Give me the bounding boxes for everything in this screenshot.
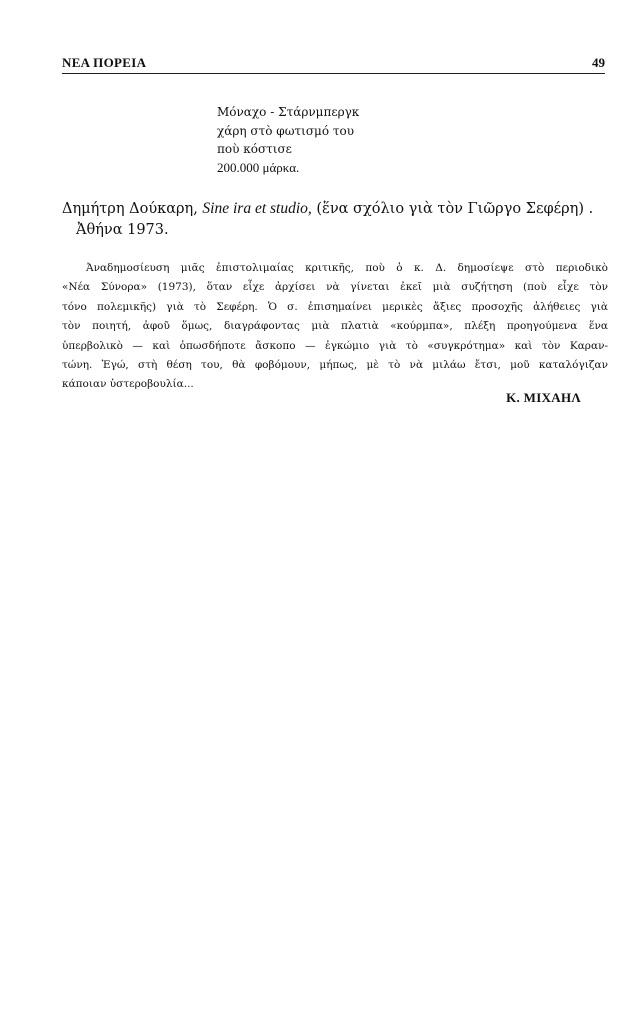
running-header — [62, 55, 605, 73]
verse-line: χάρη στὸ φωτισμό του — [217, 123, 355, 138]
page-number: 49 — [592, 55, 605, 70]
body-line: κάποιαν ὑστεροβουλία... — [62, 378, 194, 391]
review-heading — [62, 198, 622, 241]
reviewed-work-subtitle: (ἕνα σχόλιο γιὰ τὸν Γιῶργο Σεφέρη) . — [316, 201, 594, 217]
body-line: τόνο πολεμικῆς) γιὰ τὸ Σεφέρη. Ὁ σ. ἐπισημαίνει μερικὲς ἄξιες προσοχῆς ἀλήθειες γιὰ — [62, 300, 608, 313]
body-line: Ἀναδημοσίευση μιᾶς ἐπιστολιμαίας κριτικῆς, ποὺ ὁ κ. Δ. δημοσίεψε στὸ περιοδικὸ — [86, 262, 608, 274]
verse-line: Μόναχο - Στάρνμπεργκ — [217, 105, 360, 119]
body-line: «Νέα Σύνορα» (1973), ὅταν εἶχε ἀρχίσει νὰ γίνεται ἐκεῖ μιὰ συζήτηση (ποὺ εἶχε τὸν — [62, 281, 608, 294]
reviewed-author: Δημήτρη Δούκαρη, — [62, 201, 198, 217]
header-rule — [62, 73, 605, 74]
body-line: ὑπερβολικὸ — καὶ ὁπωσδήποτε ἄσκοπο — ἐγκώμιο γιὰ τὸ «συγκρότημα» καὶ τὸν Καραν- — [62, 339, 608, 352]
verse-line: ποὺ κόστισε — [217, 142, 292, 156]
review-body — [62, 259, 608, 395]
body-line: τώνη. Ἐγώ, στὴ θέση του, θὰ φοβόμουν, μήπως, μὲ τὸ νὰ μιλάω ἔτσι, μοῦ καταλόγιζαν — [62, 359, 608, 372]
verse-excerpt — [217, 103, 359, 177]
publication-place-year: Ἀθήνα 1973. — [76, 222, 169, 238]
journal-title: ΝΕΑ ΠΟΡΕΙΑ — [62, 55, 147, 70]
body-line: τὸν ποιητή, ἀφοῦ ὅμως, διαγράφοντας μιὰ πλατιὰ «κούρμπα», πλέξη προηγούμενα ἕνα — [62, 320, 608, 333]
reviewer-signature: Κ. ΜΙΧΑΗΛ — [506, 390, 581, 405]
reviewed-work-title: Sine ira et studio, — [202, 200, 312, 217]
verse-line: 200.000 μάρκα. — [217, 159, 300, 175]
